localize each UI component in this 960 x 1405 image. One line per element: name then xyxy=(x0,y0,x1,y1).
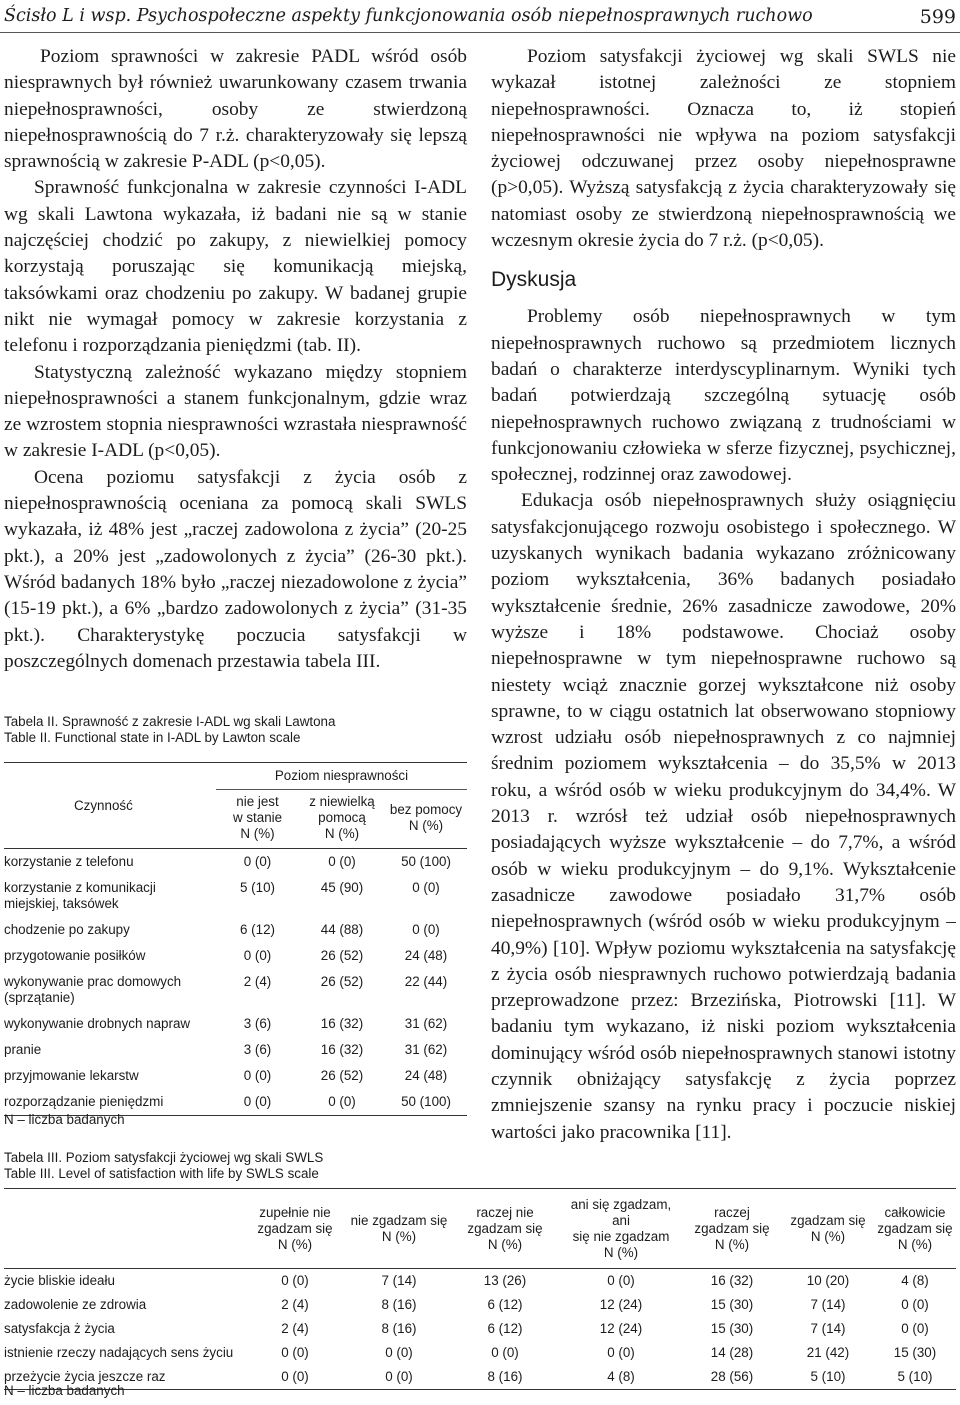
table3-header-cell: nie zgadzam się N (%) xyxy=(348,1189,450,1269)
table2-cell-activity: korzystanie z komunikacji miejskiej, taksówek xyxy=(4,880,156,911)
left-paragraph-2: Sprawność funkcjonalna w zakresie czynności I-ADL wg skali Lawtona wykazała, iż badani nie są w stanie najczęściej chodzić po zakupy, z niewielkiej pomocy korzystają poruszając się komunikacją miejską, taksówkami oraz chodzeniu po zakupy. W badanej grupie nikt nie wymagał pomocy w zakresie korzystania z telefonu i rozporządzania pieniędzmi (tab. II). xyxy=(4,177,467,357)
table3-cell-value: 0 (0) xyxy=(901,1321,929,1336)
table3-cell-value: 4 (8) xyxy=(901,1273,929,1288)
table2-cell-little-help: 26 (52) xyxy=(320,1068,364,1083)
left-paragraph-3: Statystyczną zależność wykazano między stopniem niepełnosprawności a stanem funkcjonalnym, gdzie wraz ze wzrostem stopnia niesprawności wzrastała niesprawność w zakresie I-ADL (p<0,05). xyxy=(4,361,467,462)
table3-cell-value: 6 (12) xyxy=(487,1321,523,1336)
table2-cell-little-help: 26 (52) xyxy=(320,948,364,963)
table2-cell-little-help: 26 (52) xyxy=(320,974,364,989)
table3-row xyxy=(4,1317,956,1341)
table3-cell-value: 28 (56) xyxy=(682,1365,782,1390)
table2-cell-little-help: 44 (88) xyxy=(320,922,364,937)
table2-cell-no-help: 31 (62) xyxy=(404,1042,448,1057)
table3-cell-value: 0 (0) xyxy=(607,1345,635,1360)
table2-row xyxy=(4,1011,467,1037)
running-header-title: Ścisło L i wsp. Psychospołeczne aspekty funkcjonowania osób niepełnosprawnych ruchowo xyxy=(4,6,813,26)
table2-body xyxy=(4,849,467,1116)
table2-row xyxy=(4,875,467,917)
table2-caption xyxy=(4,714,335,746)
table3-cell-value: 14 (28) xyxy=(710,1345,754,1360)
table3-cell-value: 0 (0) xyxy=(901,1297,929,1312)
table2-cell-activity: przygotowanie posiłków xyxy=(4,948,146,963)
table2-cell-unable: 0 (0) xyxy=(243,854,272,869)
table3-cell-value: 0 (0) xyxy=(385,1345,413,1360)
table2-cell-little-help: 0 (0) xyxy=(299,1089,385,1116)
table2-header-no-help: bez pomocy N (%) xyxy=(385,790,467,849)
table3-cell-label: zadowolenie ze zdrowia xyxy=(4,1297,147,1312)
table2-cell-little-help: 0 (0) xyxy=(328,854,356,869)
table3-cell-value: 21 (42) xyxy=(806,1345,850,1360)
table2-cell-no-help: 24 (48) xyxy=(404,1068,448,1083)
table2-cell-little-help: 16 (32) xyxy=(320,1016,364,1031)
table3-header-cell xyxy=(4,1189,242,1269)
table2-cell-no-help: 0 (0) xyxy=(412,922,440,937)
table2-cell-activity: korzystanie z telefonu xyxy=(4,854,134,869)
table3-cell-value: 7 (14) xyxy=(810,1321,846,1336)
table3-cell-value: 0 (0) xyxy=(607,1273,635,1288)
left-paragraph-4: Ocena poziomu satysfakcji z życia osób z niepełnosprawnością oceniana za pomocą skali SWLS wykazała, iż 48% jest „raczej zadowolona z życia” (20-25 pkt.), a 20% jest „zadowolonych z życia” (26-30 pkt.). Wśród badanych 18% było „raczej niezadowolone z życia” (15-19 pkt.), a 6% „bardzo zadowolonych z życia” (31-35 pkt.). Charakterystykę poczucia satysfakcji w poszczególnych domenach przestawia tabela III. xyxy=(4,466,467,672)
table2-row xyxy=(4,849,467,876)
table3-cell-value: 15 (30) xyxy=(710,1297,754,1312)
right-paragraph-1: Problemy osób niepełnosprawnych w tym niepełnosprawnych ruchowo są przedmiotem licznych badań o charakterze interdyscyplinarnym. Wyniki tych badań potwierdzają szczególną sytuację osób niepełnosprawnych ruchowo związaną z trudnościami w funkcjonowaniu człowieka w sferze fizycznej, psychicznej, społecznej, rodzinnej oraz zawodowej. xyxy=(491,306,956,486)
table3-row xyxy=(4,1293,956,1317)
table2-cell-unable: 3 (6) xyxy=(243,1016,272,1031)
table3-cell-value: 10 (20) xyxy=(806,1273,850,1288)
right-paragraph-top: Poziom satysfakcji życiowej wg skali SWLS nie wykazał istotnej zależności ze stopniem niepełnosprawności. Oznacza to, iż stopień niepełnosprawności nie wpływa na poziom satysfakcji życiowej odczuwanej przez osoby niepełnosprawne (p>0,05). Wyższą satysfakcją z życia charakteryzowały się natomiast osoby ze stwierdzoną niepełnosprawnością we wczesnym okresie życia do 7 r.ż. (p<0,05). xyxy=(491,46,956,252)
table3-cell-value: 0 (0) xyxy=(348,1365,450,1390)
table2-cell-little-help: 16 (32) xyxy=(320,1042,364,1057)
table2-note: N – liczba badanych xyxy=(4,1112,125,1127)
header-rule xyxy=(0,32,960,33)
table2-header-activity: Czynność xyxy=(4,763,216,849)
table2-cell-no-help: 31 (62) xyxy=(404,1016,448,1031)
table2-cell-activity: pranie xyxy=(4,1042,42,1057)
table2-cell-little-help: 45 (90) xyxy=(320,880,364,895)
left-text-column xyxy=(4,44,467,675)
table3-header-cell: całkowicie zgadzam się N (%) xyxy=(874,1189,956,1269)
table3-cell-value: 0 (0) xyxy=(281,1345,309,1360)
table2-cell-no-help: 50 (100) xyxy=(385,1089,467,1116)
table2-cell-unable: 2 (4) xyxy=(243,974,272,989)
table3-header-cell: raczej zgadzam się N (%) xyxy=(682,1189,782,1269)
table3-cell-value: 5 (10) xyxy=(874,1365,956,1390)
table3-row xyxy=(4,1269,956,1294)
table3-cell-value: 15 (30) xyxy=(893,1345,937,1360)
table2-caption-pl: Tabela II. Sprawność z zakresie I-ADL wg skali Lawtona xyxy=(4,714,336,729)
table3-header-cell: zgadzam się N (%) xyxy=(782,1189,874,1269)
table2-header-group: Poziom niesprawności xyxy=(216,763,467,790)
table2-row xyxy=(4,1037,467,1063)
table3-cell-value: 2 (4) xyxy=(281,1321,309,1336)
table2-cell-no-help: 24 (48) xyxy=(404,948,448,963)
table2-caption-en: Table II. Functional state in I-ADL by Lawton scale xyxy=(4,730,301,745)
table2-row xyxy=(4,969,467,1011)
table2-row xyxy=(4,1063,467,1089)
table2-cell-unable: 5 (10) xyxy=(240,880,275,895)
table2-cell-no-help: 50 (100) xyxy=(401,854,451,869)
table3-cell-value: 8 (16) xyxy=(381,1321,417,1336)
table2-cell-no-help: 0 (0) xyxy=(412,880,440,895)
section-heading-dyskusja: Dyskusja xyxy=(491,268,577,292)
table3-caption-en: Table III. Level of satisfaction with life by SWLS scale xyxy=(4,1166,319,1181)
table2-row xyxy=(4,917,467,943)
table3-cell-value: 4 (8) xyxy=(560,1365,682,1390)
table3-body xyxy=(4,1269,956,1390)
table3-header-cell: zupełnie nie zgadzam się N (%) xyxy=(242,1189,348,1269)
table3-caption xyxy=(4,1150,323,1182)
table2-header-unable: nie jest w stanie N (%) xyxy=(216,790,299,849)
table3-cell-value: 8 (16) xyxy=(381,1297,417,1312)
left-paragraph-1: Poziom sprawności w zakresie PADL wśród osób niesprawnych był również uwarunkowany czasem trwania niepełnosprawności, osoby ze stwierdzoną niepełnosprawnością do 7 r.ż. charakteryzowały się lepszą sprawnością w zakresie P-ADL (p<0,05). xyxy=(4,46,467,173)
table2-cell-unable: 6 (12) xyxy=(240,922,275,937)
table3-cell-value: 7 (14) xyxy=(810,1297,846,1312)
table3-note: N – liczba badanych xyxy=(4,1383,125,1398)
table3-cell-label: przeżycie życia jeszcze raz xyxy=(4,1365,242,1390)
table2-cell-activity: rozporządzanie pieniędzmi xyxy=(4,1089,216,1116)
table2-cell-activity: wykonywanie drobnych napraw xyxy=(4,1016,191,1031)
table3-row xyxy=(4,1341,956,1365)
table2-cell-no-help: 22 (44) xyxy=(404,974,448,989)
right-paragraph-2: Edukacja osób niepełnosprawnych służy osiągnięciu satysfakcjonującego rozwoju osobistego i społecznego. W uzyskanych wynikach badania wykazano zróżnicowany poziom wykształcenia, 36% badanych posiadało wykształcenie średnie, 26% zasadnicze zawodowe, 20% wyższe i 18% podstawowe. Chociaż osoby niepełnosprawne w tym niepełnosprawne ruchowo są niestety wciąż znacznie gorzej wykształcone niż osoby sprawne, to w ciągu ostatnich lat obserwowano stopniowy wzrost udziału osób niepełnosprawnych z co najmniej średnim poziomem wykształcenia – do 35,5% w 2013 roku, a wśród osób w wieku produkcyjnym do 34,4%. W 2013 r. wzrósł też udział osób niepełnosprawnych posiadających wyższe wykształcenie – do 7,7%, a wśród osób w wieku produkcyjnym – do 9,1%. Wykształcenie zasadnicze zawodowe posiadało 31,7% osób niepełnosprawnych (wśród osób w wieku produkcyjnym – 40,9%) [10]. Wpływ poziomu wykształcenia na satysfakcję z życia osób niesprawnych ruchowo potwierdzają badania przeprowadzone przez: Brzezińska, Piotrowski [11]. W badaniu tym wykazano, iż niski poziom wykształcenia dominujący wśród osób niepełnosprawnych stanowi istotny czynnik obniżający satysfakcję z życia poprzez zmniejszenie szansy na rynku pracy i poczucie niskiej wartości jako pracownika [11]. xyxy=(491,490,956,1143)
table2 xyxy=(4,762,467,1116)
table3-row xyxy=(4,1365,956,1390)
table2-cell-activity: chodzenie po zakupy xyxy=(4,922,130,937)
table2-cell-unable: 0 (0) xyxy=(243,1068,272,1083)
running-header xyxy=(4,6,956,30)
table2-cell-activity: przyjmowanie lekarstw xyxy=(4,1068,139,1083)
table3-cell-value: 6 (12) xyxy=(487,1297,523,1312)
table3-header-row xyxy=(4,1189,956,1269)
table2-cell-unable: 0 (0) xyxy=(216,1089,299,1116)
table3-cell-value: 2 (4) xyxy=(281,1297,309,1312)
table3-cell-value: 0 (0) xyxy=(242,1365,348,1390)
table3-cell-value: 12 (24) xyxy=(599,1297,643,1312)
table3-cell-value: 12 (24) xyxy=(599,1321,643,1336)
table3 xyxy=(4,1188,956,1390)
table3-cell-value: 7 (14) xyxy=(381,1273,417,1288)
page-number: 599 xyxy=(919,6,956,28)
table3-cell-value: 0 (0) xyxy=(491,1345,519,1360)
table3-caption-pl: Tabela III. Poziom satysfakcji życiowej wg skali SWLS xyxy=(4,1150,324,1165)
table2-cell-activity: wykonywanie prac domowych (sprzątanie) xyxy=(4,974,182,1005)
table3-header-cell: ani się zgadzam, ani się nie zgadzam N (%) xyxy=(560,1189,682,1269)
table3-cell-value: 13 (26) xyxy=(483,1273,527,1288)
table2-header-little-help: z niewielką pomocą N (%) xyxy=(299,790,385,849)
table2-row xyxy=(4,943,467,969)
table3-cell-value: 8 (16) xyxy=(450,1365,560,1390)
right-text-column xyxy=(491,44,956,1146)
table3-cell-label: satysfakcja ż życia xyxy=(4,1321,115,1336)
table3-cell-value: 0 (0) xyxy=(281,1273,309,1288)
table3-cell-value: 16 (32) xyxy=(710,1273,754,1288)
table3-cell-label: życie bliskie ideału xyxy=(4,1273,115,1288)
table2-cell-unable: 0 (0) xyxy=(243,948,272,963)
table3-cell-value: 15 (30) xyxy=(710,1321,754,1336)
table3-cell-label: istnienie rzeczy nadających sens życiu xyxy=(4,1345,234,1360)
table3-cell-value: 5 (10) xyxy=(782,1365,874,1390)
table2-cell-unable: 3 (6) xyxy=(243,1042,272,1057)
table3-header-cell: raczej nie zgadzam się N (%) xyxy=(450,1189,560,1269)
